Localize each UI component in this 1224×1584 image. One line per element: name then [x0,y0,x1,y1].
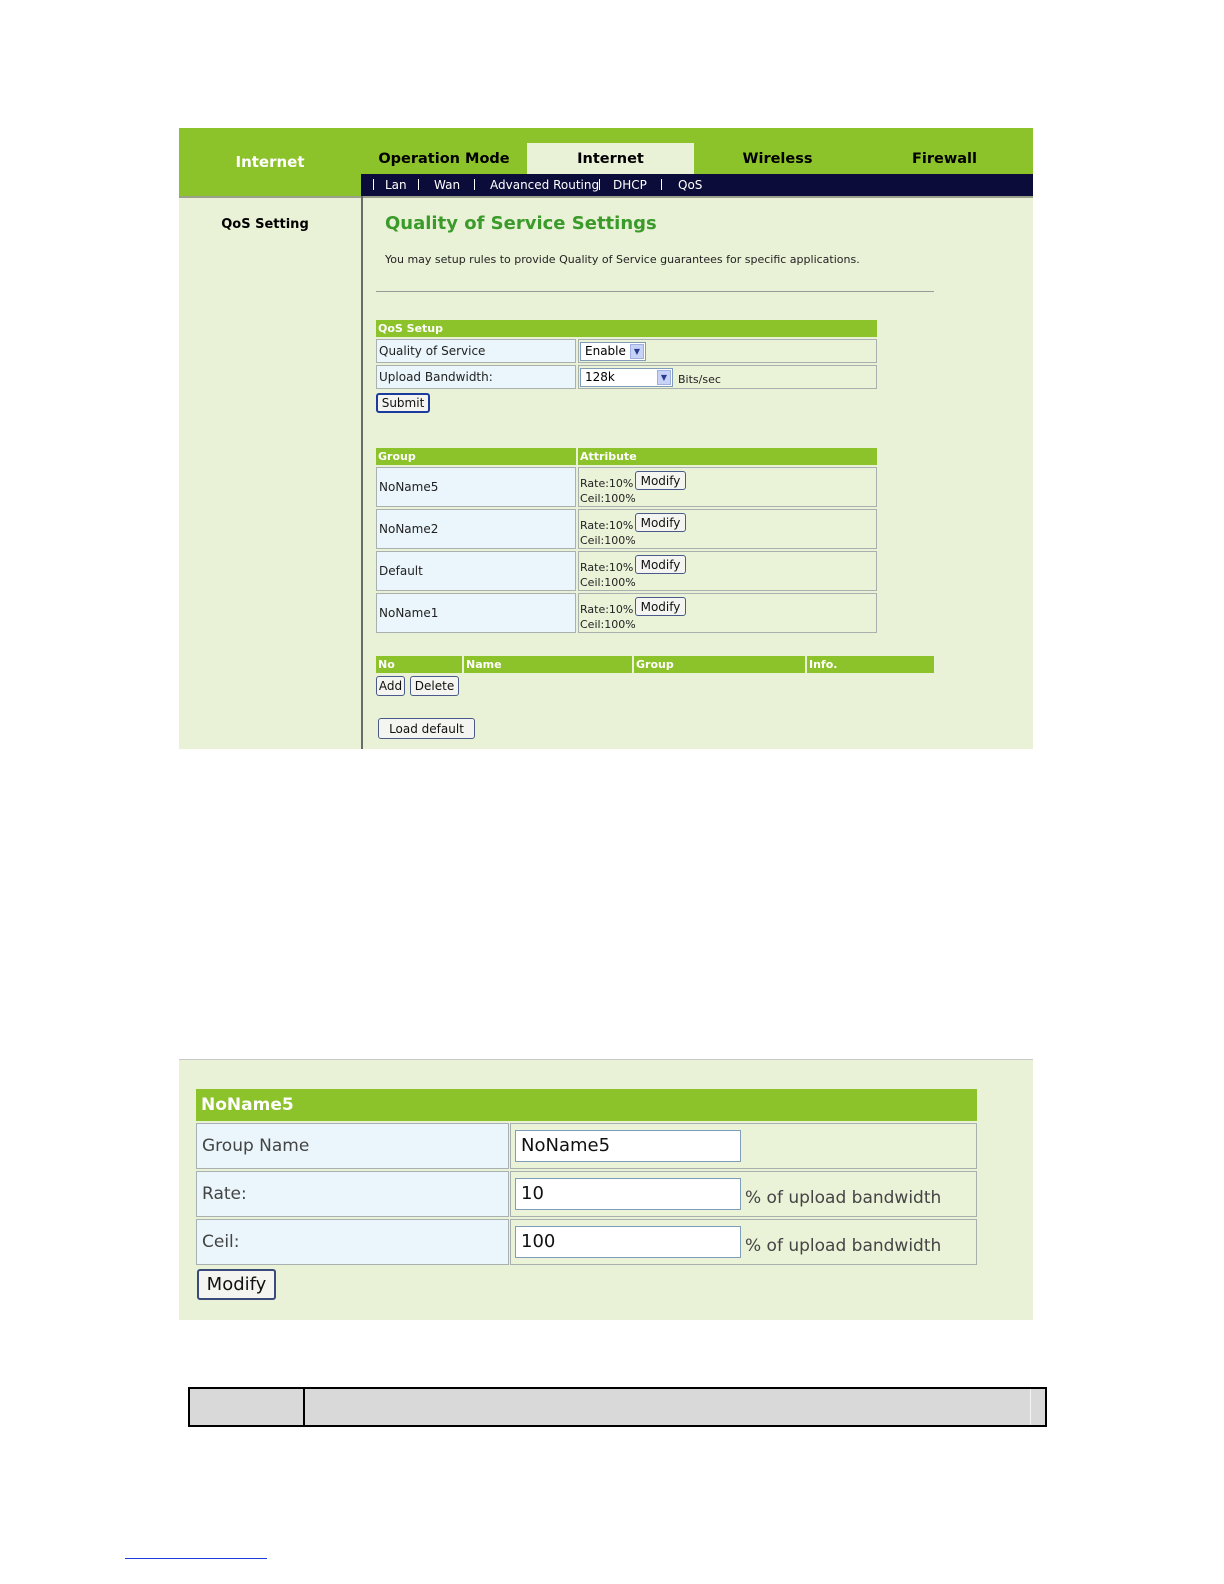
subnav-wan[interactable]: Wan [434,178,461,192]
page-title: Quality of Service Settings [385,213,657,234]
upload-bandwidth-select[interactable] [580,368,673,387]
load-default-button[interactable]: Load default [378,718,475,739]
group-column-header: Group [634,656,805,673]
subnav-separator [599,179,600,190]
subnav-separator [418,179,419,190]
subnav-dhcp[interactable]: DHCP [613,178,647,192]
qos-setup-header: QoS Setup [376,320,877,337]
modify-group-button[interactable]: Modify [635,555,686,574]
chevron-down-icon: ▼ [657,370,671,385]
edit-group-title: NoName5 [196,1089,977,1121]
rate-input[interactable]: 10 [515,1178,741,1210]
subnav-advanced-routing[interactable]: Advanced Routing [490,178,600,192]
group-rate: Rate:10% [580,561,634,574]
table-column-divider [303,1389,305,1425]
group-name-input[interactable]: NoName5 [515,1130,741,1162]
group-row-name: Default [376,551,576,591]
group-rate: Rate:10% [580,477,634,490]
section-divider [376,291,934,292]
group-ceil: Ceil:100% [580,492,636,505]
tab-wireless[interactable]: Wireless [742,150,813,167]
delete-rule-button[interactable]: Delete [410,676,459,696]
bandwidth-unit: Bits/sec [678,373,721,386]
subnav-separator [373,179,374,190]
modify-group-button[interactable]: Modify [635,471,686,490]
subnav-separator [474,179,475,190]
tab-firewall[interactable]: Firewall [912,150,977,167]
group-row-name: NoName1 [376,593,576,633]
group-rate: Rate:10% [580,519,634,532]
add-rule-button[interactable]: Add [376,676,405,696]
subnav-lan[interactable]: Lan [385,178,407,192]
group-row-name: NoName2 [376,509,576,549]
subnav-qos[interactable]: QoS [678,178,703,192]
group-column-header: Group [376,448,576,465]
sidebar-divider [361,196,363,749]
group-row-name: NoName5 [376,467,576,507]
tab-operation-mode[interactable]: Operation Mode [378,150,510,167]
qos-settings-screenshot [179,128,1033,749]
modify-group-button[interactable]: Modify [635,513,686,532]
group-ceil: Ceil:100% [580,618,636,631]
ceil-unit: % of upload bandwidth [745,1236,942,1256]
sidebar-item-qos-setting[interactable]: QoS Setting [221,217,309,232]
chevron-down-icon: ▼ [630,344,644,359]
parameter-table-header [188,1387,1047,1427]
info-column-header: Info. [807,656,934,673]
upload-bandwidth-label: Upload Bandwidth: [376,365,576,389]
edit-group-screenshot [179,1059,1033,1320]
sub-navigation [361,174,1033,196]
brand-label: Internet [235,153,305,171]
ceil-input[interactable]: 100 [515,1226,741,1258]
table-edge-line [1030,1389,1031,1425]
rate-unit: % of upload bandwidth [745,1188,942,1208]
group-ceil: Ceil:100% [580,534,636,547]
modify-group-button[interactable]: Modify [635,597,686,616]
page-description: You may setup rules to provide Quality of Service guarantees for specific applications. [385,253,860,266]
ceil-label: Ceil: [196,1219,509,1265]
modify-button[interactable]: Modify [197,1269,276,1300]
tab-internet[interactable]: Internet [527,143,694,174]
group-rate: Rate:10% [580,603,634,616]
quality-of-service-label: Quality of Service [376,339,576,363]
quality-of-service-select[interactable] [580,342,646,361]
upload-bandwidth-value: 128k [585,370,615,384]
footnote-line [125,1558,267,1559]
submit-button[interactable]: Submit [376,393,430,413]
header-divider [179,196,1033,198]
group-name-label: Group Name [196,1123,509,1169]
subnav-separator [661,179,662,190]
no-column-header: No [376,656,462,673]
attribute-column-header: Attribute [578,448,877,465]
quality-of-service-value: Enable [585,344,626,358]
name-column-header: Name [464,656,632,673]
group-ceil: Ceil:100% [580,576,636,589]
rate-label: Rate: [196,1171,509,1217]
